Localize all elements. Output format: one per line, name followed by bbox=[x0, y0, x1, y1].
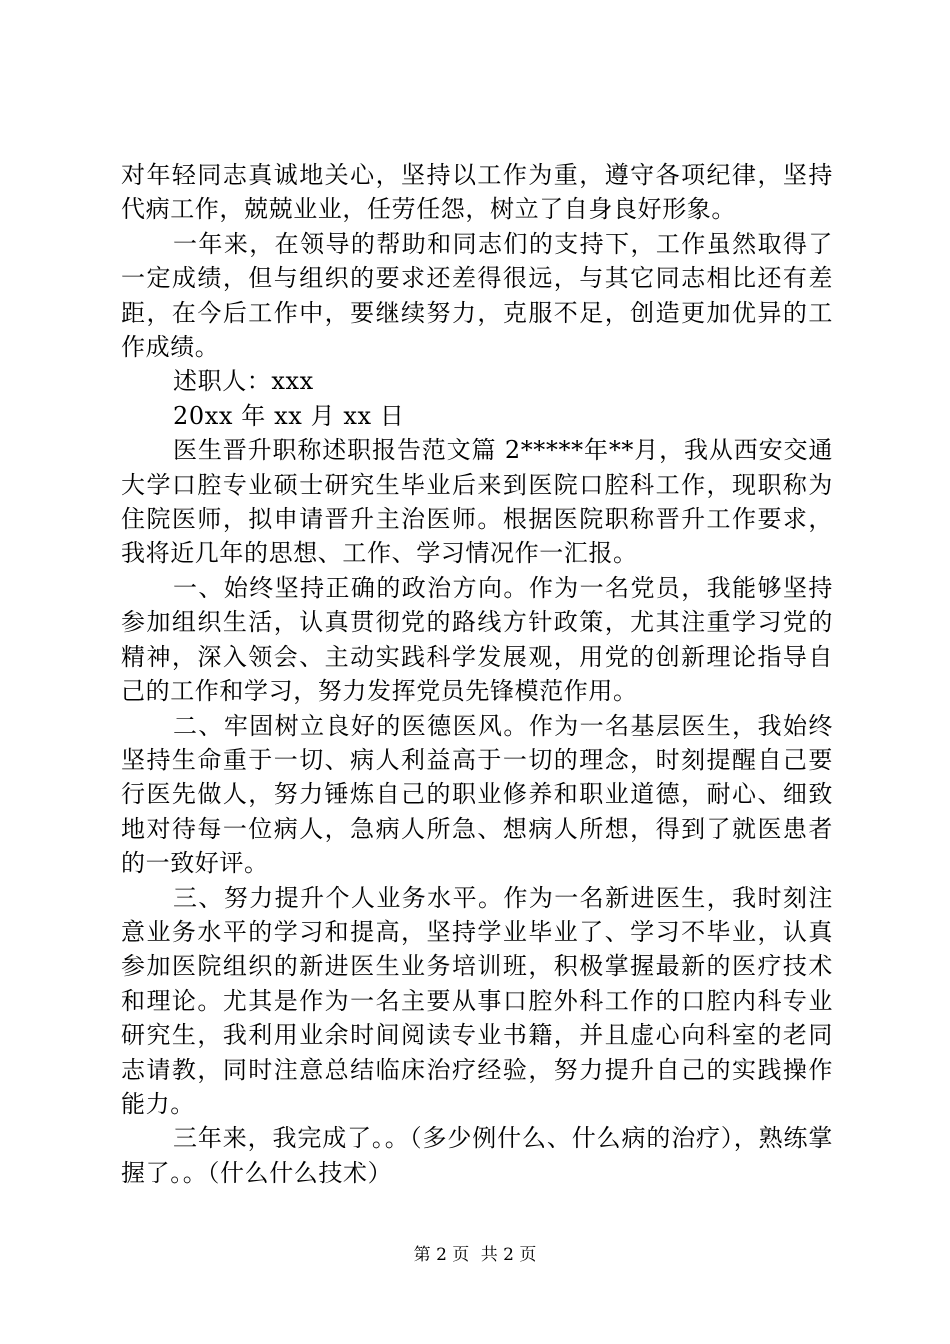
date-line: 20xx 年 xx 月 xx 日 bbox=[173, 401, 405, 430]
document-body bbox=[121, 158, 833, 1190]
reporter-line: 述职人：xxx bbox=[173, 367, 314, 396]
paragraph-2: 一年来，在领导的帮助和同志们的支持下，工作虽然取得了一定成绩，但与组织的要求还差得很远，与其它同志相比还有差距，在今后工作中，要继续努力，克服不足，创造更加优异的工作成绩。 bbox=[121, 229, 833, 362]
paragraph-section-1: 一、始终坚持正确的政治方向。作为一名党员，我能够坚持参加组织生活，认真贯彻党的路线方针政策，尤其注重学习党的精神，深入领会、主动实践科学发展观，用党的创新理论指导自己的工作和学习，努力发挥党员先锋模范作用。 bbox=[121, 573, 833, 706]
paragraph-section-3: 三、努力提升个人业务水平。作为一名新进医生，我时刻注意业务水平的学习和提高，坚持学业毕业了、学习不毕业，认真参加医院组织的新进医生业务培训班，积极掌握最新的医疗技术和理论。尤其是作为一名主要从事口腔外科工作的口腔内科专业研究生，我利用业余时间阅读专业书籍，并且虚心向科室的老同志请教，同时注意总结临床治疗经验，努力提升自己的实践操作能力。 bbox=[121, 883, 833, 1118]
page-footer bbox=[0, 1240, 950, 1265]
page-number-current: 第 2 页 bbox=[413, 1245, 470, 1265]
paragraph-section-2: 二、牢固树立良好的医德医风。作为一名基层医生，我始终坚持生命重于一切、病人利益高于一切的理念，时刻提醒自己要行医先做人，努力锤炼自己的职业修养和职业道德，耐心、细致地对待每一位病人，急病人所急、想病人所想，得到了就医患者的一致好评。 bbox=[121, 711, 833, 878]
paragraph-closing: 三年来，我完成了。。（多少例什么、什么病的治疗），熟练掌握了。。（什么什么技术） bbox=[121, 1124, 833, 1187]
page-number-total: 共 2 页 bbox=[480, 1245, 537, 1265]
paragraph-article-2-intro: 医生晋升职称述职报告范文篇 2*****年**月，我从西安交通大学口腔专业硕士研究生毕业后来到医院口腔科工作，现职称为住院医师，拟申请晋升主治医师。根据医院职称晋升工作要求，我将近几年的思想、工作、学习情况作一汇报。 bbox=[121, 436, 833, 568]
paragraph-1: 对年轻同志真诚地关心，坚持以工作为重，遵守各项纪律，坚持代病工作，兢兢业业，任劳任怨，树立了自身良好形象。 bbox=[121, 161, 833, 224]
